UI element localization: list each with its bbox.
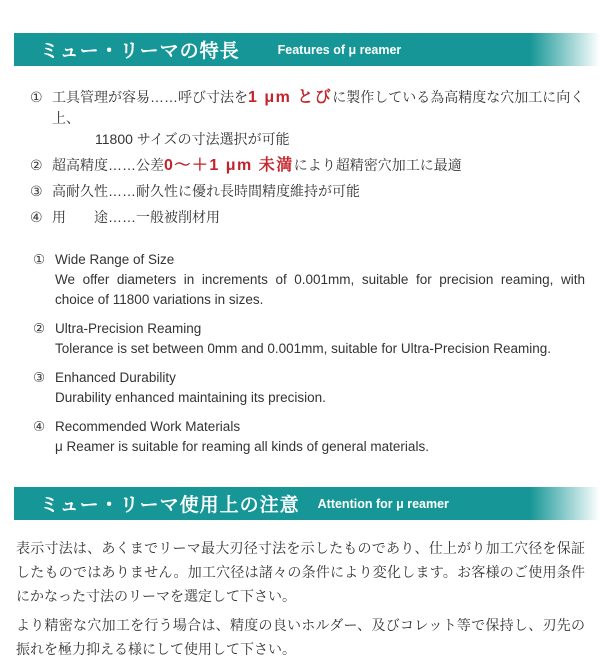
feature-en-text-3 <box>55 368 326 408</box>
feature-jp-1-pre: 工具管理が容易……呼び寸法を <box>52 89 248 105</box>
feature-jp-text-2 <box>52 155 586 176</box>
feature-en-3-body: Durability enhanced maintaining its precision. <box>55 390 326 405</box>
feature-jp-item-4 <box>30 207 586 228</box>
feature-jp-text-1 <box>52 87 586 150</box>
attention-title-japanese: ミュー・リーマ使用上の注意 <box>40 495 300 516</box>
attention-paragraph-2: より精密な穴加工を行う場合は、精度の良いホルダー、及びコレット等で保持し、刃先の振れを極力抑える様にして使用して下さい。 <box>16 617 585 657</box>
feature-jp-item-2 <box>30 155 586 176</box>
item-number-en-2: ② <box>33 321 46 336</box>
item-number-2: ② <box>30 157 43 173</box>
features-list-english <box>33 250 585 457</box>
feature-en-item-4 <box>33 417 585 457</box>
feature-en-item-1 <box>33 250 585 310</box>
feature-jp-3-pre: 高耐久性……耐久性に優れ長時間精度維持が可能 <box>52 183 360 199</box>
feature-jp-item-3 <box>30 181 586 202</box>
item-number-en-4: ④ <box>33 419 46 434</box>
features-header-bar <box>14 33 600 66</box>
features-title-english: Features of μ reamer <box>277 42 402 57</box>
feature-jp-text-4 <box>52 207 586 228</box>
feature-jp-1-highlight: 1 μm とび <box>248 89 333 106</box>
attention-notes <box>16 536 585 661</box>
feature-jp-text-3 <box>52 181 586 202</box>
item-number-en-3: ③ <box>33 370 46 385</box>
attention-title-english: Attention for μ reamer <box>317 496 449 511</box>
feature-en-1-title: Wide Range of Size <box>55 252 175 267</box>
feature-en-text-4 <box>55 417 429 457</box>
features-title-japanese: ミュー・リーマの特長 <box>40 41 240 62</box>
feature-en-2-body: Tolerance is set between 0mm and 0.001mm, suitable for Ultra-Precision Reaming. <box>55 341 551 356</box>
item-number-4: ④ <box>30 209 43 225</box>
feature-en-3-title: Enhanced Durability <box>55 370 176 385</box>
feature-en-text-1 <box>55 250 585 310</box>
feature-jp-2-post: により超精密穴加工に最適 <box>293 157 462 173</box>
feature-jp-2-highlight: 0～＋1 μm 未満 <box>164 157 294 174</box>
feature-en-item-2 <box>33 319 585 359</box>
attention-header-bar <box>14 487 600 520</box>
features-list-japanese <box>30 87 586 228</box>
feature-en-text-2 <box>55 319 551 359</box>
item-number-en-1: ① <box>33 252 46 267</box>
feature-jp-4-pre: 用 途……一般被削材用 <box>52 209 220 225</box>
feature-en-2-title: Ultra-Precision Reaming <box>55 321 202 336</box>
feature-jp-2-pre: 超高精度……公差 <box>52 157 164 173</box>
feature-en-item-3 <box>33 368 585 408</box>
feature-jp-item-1 <box>30 87 586 150</box>
feature-en-4-title: Recommended Work Materials <box>55 419 241 434</box>
item-number-1: ① <box>30 89 43 105</box>
attention-paragraph-1: 表示寸法は、あくまでリーマ最大刃径寸法を示したものであり、仕上がり加工穴径を保証したものではありません。加工穴径は諸々の条件により変化します。お客様のご使用条件にかなった寸法のリーマを選定して下さい。 <box>16 540 585 604</box>
document-page <box>0 33 600 657</box>
item-number-3: ③ <box>30 183 43 199</box>
feature-jp-1-post: に製作している為高精度な穴加工に向く上、 <box>52 89 585 126</box>
feature-en-1-body: We offer diameters in increments of 0.001mm, suitable for precision reaming, with choice of 11800 variations in sizes. <box>55 272 585 307</box>
feature-en-4-body: μ Reamer is suitable for reaming all kinds of general materials. <box>55 439 429 454</box>
feature-jp-1-line2: 11800 サイズの寸法選択が可能 <box>95 131 290 147</box>
